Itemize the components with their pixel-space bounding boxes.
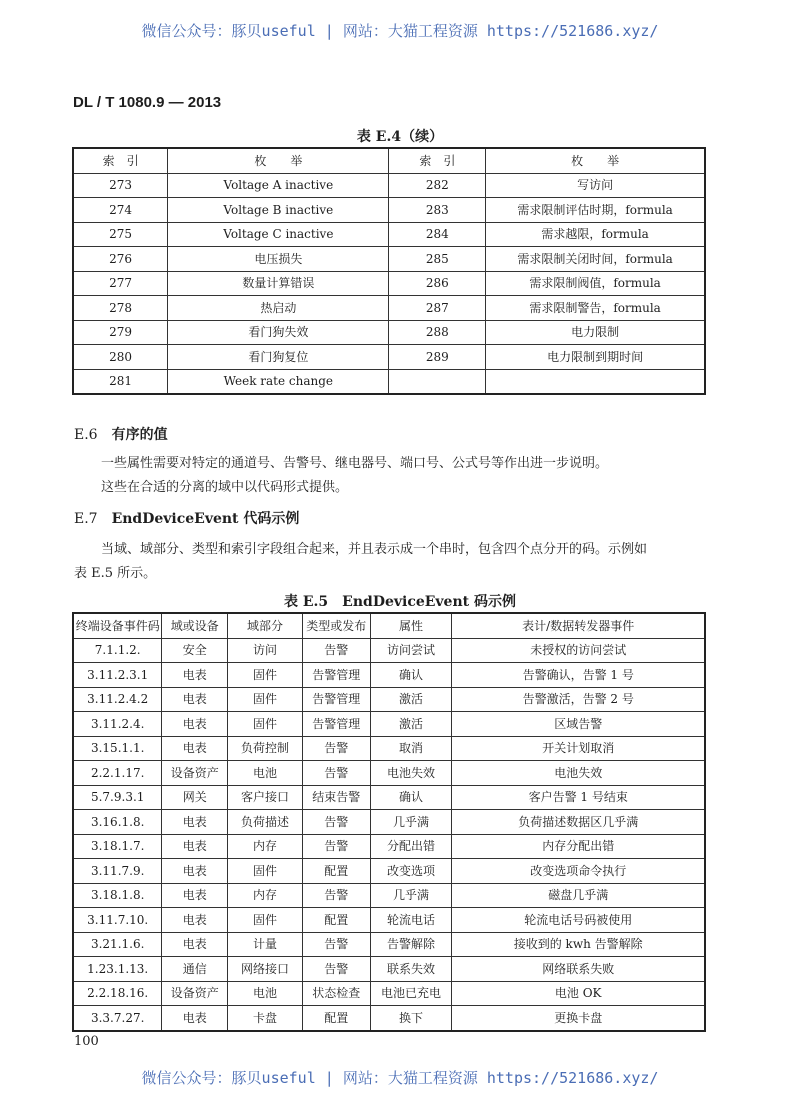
- table-cell: 288: [389, 320, 486, 345]
- table-cell: 看门狗复位: [168, 345, 389, 370]
- column-header: 域部分: [228, 613, 303, 638]
- table-cell: 几乎满: [370, 883, 452, 908]
- table-cell: 写访问: [486, 173, 705, 198]
- table-cell: 电力限制到期时间: [486, 345, 705, 370]
- table-cell: 278: [73, 296, 168, 321]
- table-cell: 1.23.1.13.: [73, 957, 162, 982]
- table-row: [73, 345, 705, 370]
- table-cell: 轮流电话: [370, 908, 452, 933]
- table-cell: 3.11.7.10.: [73, 908, 162, 933]
- table-cell: 告警: [302, 834, 370, 859]
- table-row: [73, 247, 705, 272]
- table-cell: Voltage B inactive: [168, 198, 389, 223]
- table-cell: 网络接口: [228, 957, 303, 982]
- section-e7-heading: [74, 508, 299, 528]
- table-cell: 需求限制评估时期，formula: [486, 198, 705, 223]
- table-cell: 274: [73, 198, 168, 223]
- table-cell: 电表: [162, 859, 228, 884]
- table-e5: [72, 612, 706, 1032]
- table-cell: 276: [73, 247, 168, 272]
- table-cell: 看门狗失效: [168, 320, 389, 345]
- standard-number: DL / T 1080.9 — 2013: [73, 94, 222, 111]
- table-cell: 内存: [228, 834, 303, 859]
- table-cell: 网络联系失败: [452, 957, 705, 982]
- table-cell: 告警确认，告警 1 号: [452, 663, 705, 688]
- table-cell: 安全: [162, 638, 228, 663]
- table-cell: 告警解除: [370, 932, 452, 957]
- table-cell: 电力限制: [486, 320, 705, 345]
- table-row: [73, 810, 705, 835]
- table-cell: 3.11.7.9.: [73, 859, 162, 884]
- table-cell: 电池: [228, 981, 303, 1006]
- table-cell: 282: [389, 173, 486, 198]
- table-row: [73, 1006, 705, 1031]
- table-cell: 激活: [370, 687, 452, 712]
- table-row: [73, 198, 705, 223]
- table-cell: 激活: [370, 712, 452, 737]
- table-row: [73, 736, 705, 761]
- table-cell: 电池: [228, 761, 303, 786]
- table-cell: 3.11.2.4.: [73, 712, 162, 737]
- table-row: [73, 785, 705, 810]
- table-cell: 网关: [162, 785, 228, 810]
- table-cell: 3.18.1.7.: [73, 834, 162, 859]
- table-row: [73, 859, 705, 884]
- table-cell: 确认: [370, 663, 452, 688]
- table-cell: 设备资产: [162, 981, 228, 1006]
- table-cell: 电池失效: [452, 761, 705, 786]
- column-header: 域或设备: [162, 613, 228, 638]
- table-cell: 287: [389, 296, 486, 321]
- section-number: E.6: [74, 427, 98, 443]
- table-cell: 轮流电话号码被使用: [452, 908, 705, 933]
- table-cell: 固件: [228, 712, 303, 737]
- table-cell: 电压损失: [168, 247, 389, 272]
- table-cell: 热启动: [168, 296, 389, 321]
- table-cell: 275: [73, 222, 168, 247]
- table-cell: 电池 OK: [452, 981, 705, 1006]
- table-e4-caption: 表 E.4（续）: [356, 129, 444, 145]
- table-cell: 289: [389, 345, 486, 370]
- table-cell: 负荷控制: [228, 736, 303, 761]
- table-cell: 换下: [370, 1006, 452, 1031]
- table-cell: 电表: [162, 1006, 228, 1031]
- table-cell: 设备资产: [162, 761, 228, 786]
- table-cell: 3.11.2.3.1: [73, 663, 162, 688]
- column-header: 终端设备事件码: [73, 613, 162, 638]
- table-cell: 284: [389, 222, 486, 247]
- table-cell: 未授权的访问尝试: [452, 638, 705, 663]
- column-header: 枚 举: [168, 148, 389, 173]
- table-cell: 数量计算错误: [168, 271, 389, 296]
- table-cell: 电表: [162, 908, 228, 933]
- table-cell: 配置: [302, 908, 370, 933]
- table-cell: 2.2.1.17.: [73, 761, 162, 786]
- column-header: 表计/数据转发器事件: [452, 613, 705, 638]
- section-e6-body: [101, 452, 608, 500]
- table-cell: 电表: [162, 883, 228, 908]
- table-cell: 电表: [162, 712, 228, 737]
- table-cell: 告警: [302, 810, 370, 835]
- table-cell: 几乎满: [370, 810, 452, 835]
- table-cell: 电表: [162, 932, 228, 957]
- table-cell: 结束告警: [302, 785, 370, 810]
- table-cell: 告警: [302, 957, 370, 982]
- table-cell: 接收到的 kwh 告警解除: [452, 932, 705, 957]
- table-cell: 281: [73, 369, 168, 394]
- table-cell: 通信: [162, 957, 228, 982]
- table-row: [73, 883, 705, 908]
- table-cell: 5.7.9.3.1: [73, 785, 162, 810]
- table-cell: Week rate change: [168, 369, 389, 394]
- table-cell: 配置: [302, 1006, 370, 1031]
- table-cell: 告警: [302, 638, 370, 663]
- section-e6-heading: [74, 424, 168, 444]
- table-header-row: [73, 613, 705, 638]
- table-row: [73, 638, 705, 663]
- table-cell: 客户告警 1 号结束: [452, 785, 705, 810]
- table-cell: Voltage C inactive: [168, 222, 389, 247]
- table-cell: 告警: [302, 736, 370, 761]
- table-cell: 固件: [228, 908, 303, 933]
- table-row: [73, 173, 705, 198]
- table-cell: 取消: [370, 736, 452, 761]
- table-cell: 3.3.7.27.: [73, 1006, 162, 1031]
- table-e4: [72, 147, 706, 395]
- table-row: [73, 663, 705, 688]
- table-cell: [486, 369, 705, 394]
- table-cell: 固件: [228, 663, 303, 688]
- table-cell: 285: [389, 247, 486, 272]
- table-cell: 3.15.1.1.: [73, 736, 162, 761]
- table-cell: 配置: [302, 859, 370, 884]
- table-cell: 更换卡盘: [452, 1006, 705, 1031]
- table-cell: 固件: [228, 687, 303, 712]
- table-cell: 内存: [228, 883, 303, 908]
- table-cell: 内存分配出错: [452, 834, 705, 859]
- table-cell: 电表: [162, 663, 228, 688]
- page-number: 100: [74, 1034, 99, 1049]
- table-cell: 3.21.1.6.: [73, 932, 162, 957]
- table-cell: 告警管理: [302, 712, 370, 737]
- table-cell: 开关计划取消: [452, 736, 705, 761]
- column-header: 属性: [370, 613, 452, 638]
- table-e5-caption: 表 E.5 EndDeviceEvent 码示例: [284, 594, 516, 610]
- table-cell: 需求限制阀值，formula: [486, 271, 705, 296]
- table-cell: 7.1.1.2.: [73, 638, 162, 663]
- table-cell: 需求限制警告，formula: [486, 296, 705, 321]
- table-cell: 2.2.18.16.: [73, 981, 162, 1006]
- section-title: 有序的值: [111, 427, 168, 443]
- table-cell: 电表: [162, 810, 228, 835]
- section-title: EndDeviceEvent 代码示例: [111, 511, 300, 527]
- table-cell: 状态检查: [302, 981, 370, 1006]
- table-row: [73, 320, 705, 345]
- table-cell: 3.16.1.8.: [73, 810, 162, 835]
- table-cell: 固件: [228, 859, 303, 884]
- paragraph-line: 表 E.5 所示。: [74, 566, 157, 581]
- paragraph-line: 当域、域部分、类型和索引字段组合起来，并且表示成一个串时，包含四个点分开的码。示例如: [101, 542, 648, 557]
- table-cell: 电表: [162, 834, 228, 859]
- table-cell: 分配出错: [370, 834, 452, 859]
- column-header: 枚 举: [486, 148, 705, 173]
- table-cell: 区域告警: [452, 712, 705, 737]
- table-cell: 计量: [228, 932, 303, 957]
- table-cell: 277: [73, 271, 168, 296]
- column-header: 类型或发布: [302, 613, 370, 638]
- table-cell: 磁盘几乎满: [452, 883, 705, 908]
- table-row: [73, 834, 705, 859]
- watermark-bottom: 微信公众号：豚贝useful | 网站：大猫工程资源 https://521686.xyz/: [141, 1069, 659, 1087]
- table-cell: 告警管理: [302, 687, 370, 712]
- table-cell: 访问: [228, 638, 303, 663]
- watermark-top: 微信公众号：豚贝useful | 网站：大猫工程资源 https://521686.xyz/: [141, 22, 659, 40]
- table-cell: 电池已充电: [370, 981, 452, 1006]
- table-cell: 负荷描述: [228, 810, 303, 835]
- table-cell: 告警管理: [302, 663, 370, 688]
- table-cell: 需求限制关闭时间，formula: [486, 247, 705, 272]
- table-cell: 286: [389, 271, 486, 296]
- table-cell: 改变选项命令执行: [452, 859, 705, 884]
- table-cell: 访问尝试: [370, 638, 452, 663]
- table-row: [73, 761, 705, 786]
- table-row: [73, 981, 705, 1006]
- table-cell: 电表: [162, 687, 228, 712]
- table-cell: 3.11.2.4.2: [73, 687, 162, 712]
- table-cell: 需求越限，formula: [486, 222, 705, 247]
- section-number: E.7: [74, 511, 98, 527]
- table-row: [73, 908, 705, 933]
- section-e7-body: [74, 538, 647, 586]
- table-cell: 3.18.1.8.: [73, 883, 162, 908]
- table-cell: 283: [389, 198, 486, 223]
- column-header: 索 引: [389, 148, 486, 173]
- table-cell: 客户接口: [228, 785, 303, 810]
- table-cell: 卡盘: [228, 1006, 303, 1031]
- table-row: [73, 271, 705, 296]
- table-row: [73, 369, 705, 394]
- table-row: [73, 957, 705, 982]
- column-header: 索 引: [73, 148, 168, 173]
- paragraph-line: 一些属性需要对特定的通道号、告警号、继电器号、端口号、公式号等作出进一步说明。: [101, 456, 609, 471]
- table-cell: 273: [73, 173, 168, 198]
- table-header-row: [73, 148, 705, 173]
- paragraph-line: 这些在合适的分离的域中以代码形式提供。: [101, 480, 349, 495]
- table-cell: 电表: [162, 736, 228, 761]
- table-cell: 联系失效: [370, 957, 452, 982]
- table-row: [73, 296, 705, 321]
- table-row: [73, 687, 705, 712]
- table-cell: [389, 369, 486, 394]
- table-row: [73, 932, 705, 957]
- table-cell: 告警: [302, 761, 370, 786]
- table-cell: 280: [73, 345, 168, 370]
- table-cell: Voltage A inactive: [168, 173, 389, 198]
- table-row: [73, 222, 705, 247]
- table-row: [73, 712, 705, 737]
- table-cell: 确认: [370, 785, 452, 810]
- table-cell: 告警激活，告警 2 号: [452, 687, 705, 712]
- table-cell: 改变选项: [370, 859, 452, 884]
- table-cell: 负荷描述数据区几乎满: [452, 810, 705, 835]
- table-cell: 279: [73, 320, 168, 345]
- table-cell: 电池失效: [370, 761, 452, 786]
- table-cell: 告警: [302, 932, 370, 957]
- table-cell: 告警: [302, 883, 370, 908]
